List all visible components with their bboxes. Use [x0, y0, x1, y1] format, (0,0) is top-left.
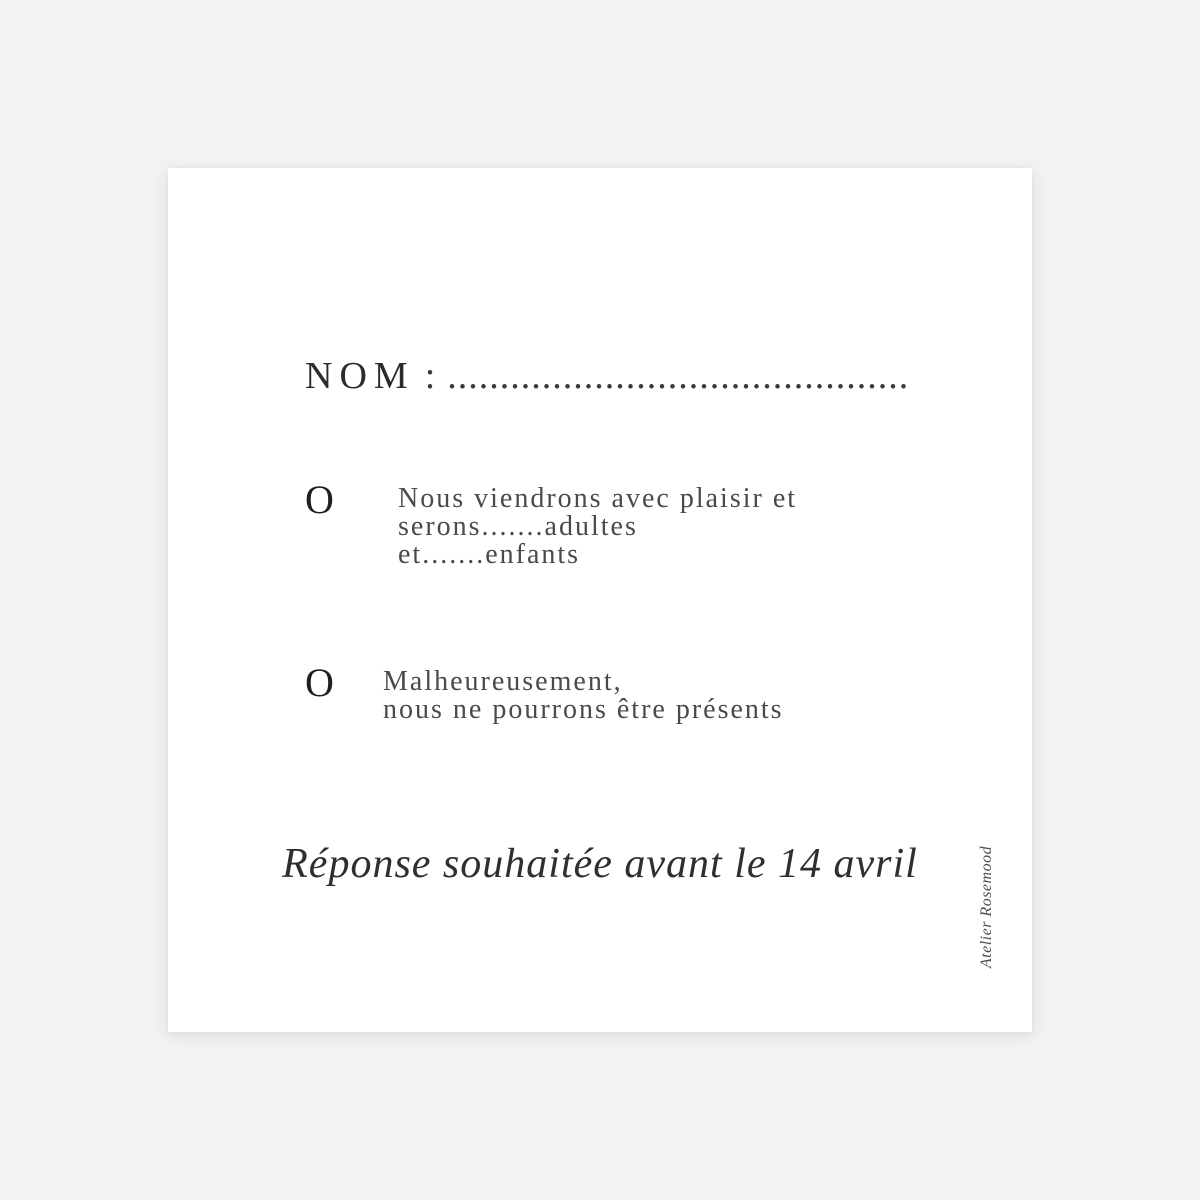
option-declining: [305, 660, 784, 725]
option-attending: [305, 477, 798, 570]
option-attending-text: [398, 480, 797, 569]
option-declining-line-2: nous ne pourrons être présents: [383, 694, 784, 725]
option-attending-line-2: serons.......adultes: [398, 511, 638, 542]
option-attending-line-3: et.......enfants: [398, 539, 581, 570]
rsvp-card: [168, 168, 1032, 1032]
name-colon: :: [424, 355, 436, 397]
brand-credit: Atelier Rosemood: [978, 845, 995, 969]
option-declining-text: [383, 663, 784, 724]
option-declining-circle: O: [305, 660, 334, 705]
deadline-note: Réponse souhaitée avant le 14 avril: [282, 841, 918, 887]
name-row: [305, 354, 909, 398]
name-label: NOM: [305, 355, 415, 397]
option-declining-line-1: Malheureusement,: [383, 666, 623, 697]
option-attending-circle: O: [305, 477, 334, 522]
option-attending-line-1: Nous viendrons avec plaisir et: [398, 483, 798, 514]
name-dotted-line: ............................................: [447, 355, 910, 397]
